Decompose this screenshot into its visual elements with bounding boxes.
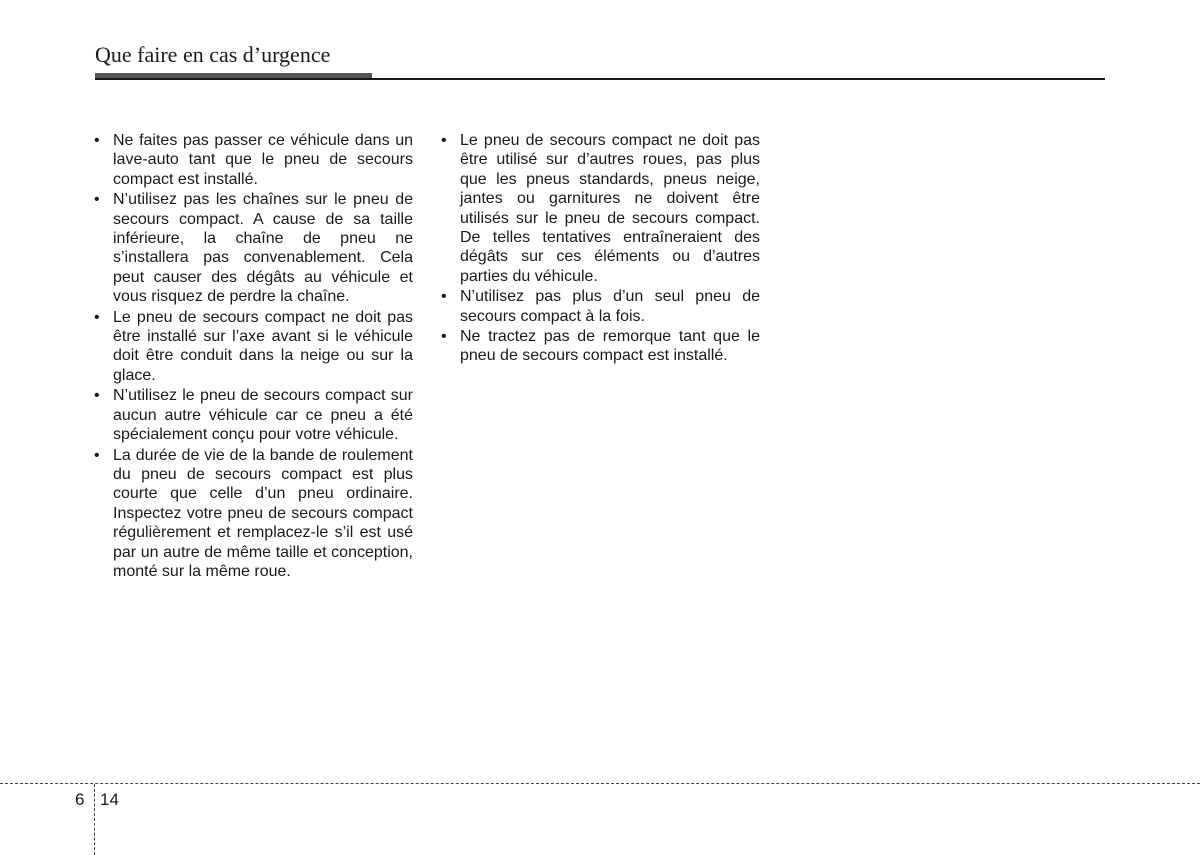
list-item — [93, 190, 413, 306]
list-item — [93, 131, 413, 189]
bullet-icon: • — [441, 288, 447, 306]
list-item — [440, 327, 760, 366]
list-item-text: Le pneu de secours compact ne doit pas être utilisé sur d’autres roues, pas plus que les pneus standards, pneus neige, jantes ou garnitures ne doivent être utilisés sur le pneu de secours compact. De telles tentatives entraîneraient des dégâts sur ces éléments ou d’autres parties du véhicule. — [460, 132, 760, 285]
list-item-text: Ne tractez pas de remorque tant que le pneu de secours compact est installé. — [460, 328, 760, 365]
list-item-text: Ne faites pas passer ce véhicule dans un lave-auto tant que le pneu de secours compact est installé. — [113, 132, 413, 188]
bullet-icon: • — [94, 387, 100, 405]
header-rule — [95, 78, 1105, 80]
page-title: Que faire en cas d’urgence — [95, 42, 331, 67]
list-item-text: Le pneu de secours compact ne doit pas être installé sur l’axe avant si le véhicule doit être conduit dans la neige ou sur la glace. — [113, 308, 413, 384]
bullet-icon: • — [441, 132, 447, 149]
bullet-icon: • — [94, 191, 100, 209]
list-item — [93, 386, 413, 444]
list-item-text: N’utilisez pas les chaînes sur le pneu de secours compact. A cause de sa taille inférieure, la chaîne de pneu ne s’installera pas convenablement. Cela peut causer des dégâts au véhicule et vous risquez de perdre la chaîne. — [113, 191, 413, 306]
list-item-text: La durée de vie de la bande de roulement du pneu de secours compact est plus courte que celle d’un pneu ordinaire. Inspectez votre pneu de secours compact régulièrement et remplacez-le s’il est usé par un autre de même taille et conception, monté sur la même roue. — [113, 446, 413, 580]
bullet-icon: • — [94, 446, 100, 464]
list-item — [93, 308, 413, 386]
chapter-number: 6 — [75, 790, 85, 809]
footer-divider — [94, 784, 95, 855]
list-item-text: N’utilisez pas plus d’un seul pneu de secours compact à la fois. — [460, 288, 760, 325]
list-item-text: N’utilisez le pneu de secours compact sur aucun autre véhicule car ce pneu a été spécialement conçu pour votre véhicule. — [113, 387, 413, 444]
left-column — [93, 131, 413, 582]
bullet-icon: • — [94, 132, 100, 149]
bullet-icon: • — [441, 328, 447, 346]
right-column — [440, 131, 760, 367]
bullet-icon: • — [94, 308, 100, 326]
list-item — [93, 446, 413, 582]
list-item — [440, 287, 760, 326]
list-item — [440, 131, 760, 286]
page-number: 14 — [100, 790, 119, 809]
footer-rule — [0, 783, 1200, 784]
